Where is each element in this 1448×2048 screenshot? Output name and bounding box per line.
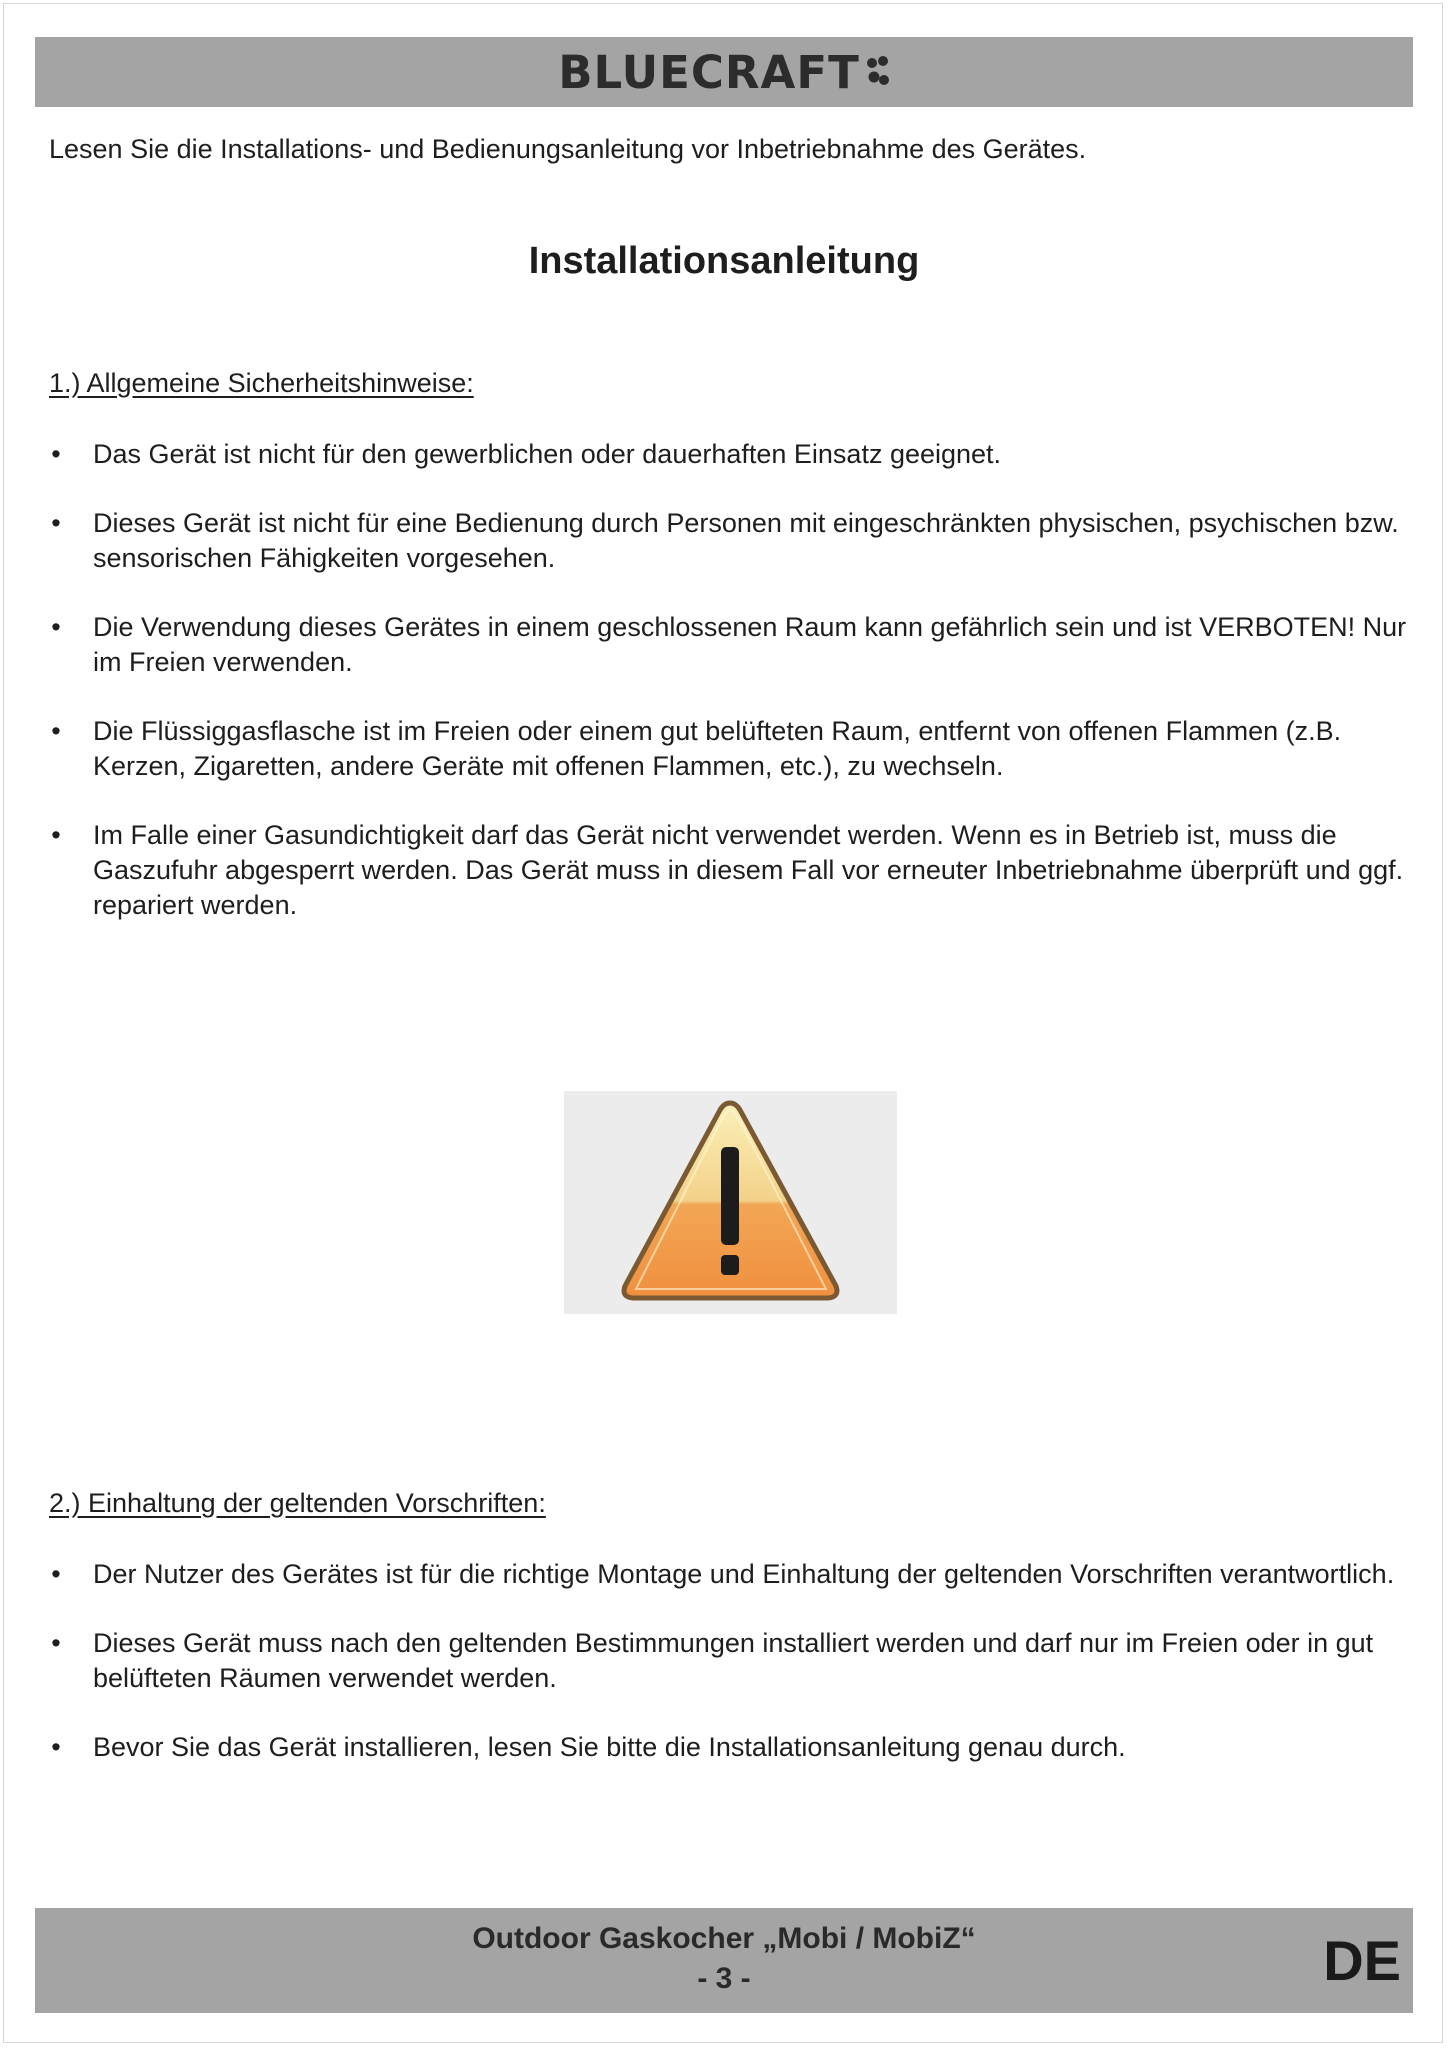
bullet-dot-icon: • [51, 820, 61, 850]
list-item [49, 610, 1409, 680]
list-item-text: Dieses Gerät ist nicht für eine Bedienung durch Personen mit eingeschränkten physischen, psychischen bzw. sensorischen Fähigkeiten vorgesehen. [93, 508, 1399, 573]
section-heading-safety: 1.) Allgemeine Sicherheitshinweise: [49, 368, 474, 398]
list-item [49, 818, 1409, 923]
list-item-text: Dieses Gerät muss nach den geltenden Bestimmungen installiert werden und darf nur im Freien oder in gut belüfteten Räumen verwendet werden. [93, 1628, 1374, 1693]
bullet-dot-icon: • [51, 439, 61, 469]
bullet-dot-icon: • [51, 1559, 61, 1589]
list-item [49, 506, 1409, 576]
section-heading-regulations: 2.) Einhaltung der geltenden Vorschriften: [49, 1488, 546, 1518]
list-item-text: Die Flüssiggasflasche ist im Freien oder einem gut belüfteten Raum, entfernt von offenen Flammen (z.B. Kerzen, Zigaretten, andere Geräte mit offenen Flammen, etc.), zu wechseln. [93, 716, 1342, 781]
bullet-dot-icon: • [51, 716, 61, 746]
bullet-dot-icon: • [51, 508, 61, 538]
list-item [49, 714, 1409, 784]
list-item-text: Bevor Sie das Gerät installieren, lesen Sie bitte die Installationsanleitung genau durch. [93, 1732, 1126, 1762]
list-item-text: Der Nutzer des Gerätes ist für die richtige Montage und Einhaltung der geltenden Vorschriften verantwortlich. [93, 1559, 1395, 1589]
safety-list [49, 437, 1409, 957]
list-item [49, 1730, 1409, 1765]
footer-page-number: - 3 - [697, 1962, 751, 1995]
list-item-text: Im Falle einer Gasundichtigkeit darf das Gerät nicht verwendet werden. Wenn es in Betrieb ist, muss die Gaszufuhr abgesperrt werden. Das Gerät muss in diesem Fall vor erneuter Inbetriebnahme überprüft und ggf. repariert werden. [93, 820, 1404, 920]
brand-logo [558, 46, 890, 99]
intro-text: Lesen Sie die Installations- und Bedienungsanleitung vor Inbetriebnahme des Gerätes. [49, 134, 1087, 164]
header-bar [35, 37, 1413, 107]
footer-language-code: DE [1323, 1929, 1401, 1992]
regulations-list [49, 1557, 1409, 1799]
list-item [49, 1557, 1409, 1592]
footer-bar [35, 1908, 1413, 2013]
list-item [49, 437, 1409, 472]
list-item [49, 1626, 1409, 1696]
page-title: Installationsanleitung [528, 240, 920, 282]
bullet-dot-icon: • [51, 1732, 61, 1762]
footer-product-title: Outdoor Gaskocher „Mobi / MobiZ“ [472, 1922, 976, 1955]
warning-triangle-icon [564, 1091, 897, 1314]
brand-logo-text: BLUECRAFT [558, 45, 860, 99]
list-item-text: Das Gerät ist nicht für den gewerblichen oder dauerhaften Einsatz geeignet. [93, 439, 1002, 469]
paw-dots-icon [866, 46, 890, 99]
list-item-text: Die Verwendung dieses Gerätes in einem geschlossenen Raum kann gefährlich sein und ist VERBOTEN! Nur im Freien verwenden. [93, 612, 1407, 677]
bullet-dot-icon: • [51, 1628, 61, 1658]
bullet-dot-icon: • [51, 612, 61, 642]
